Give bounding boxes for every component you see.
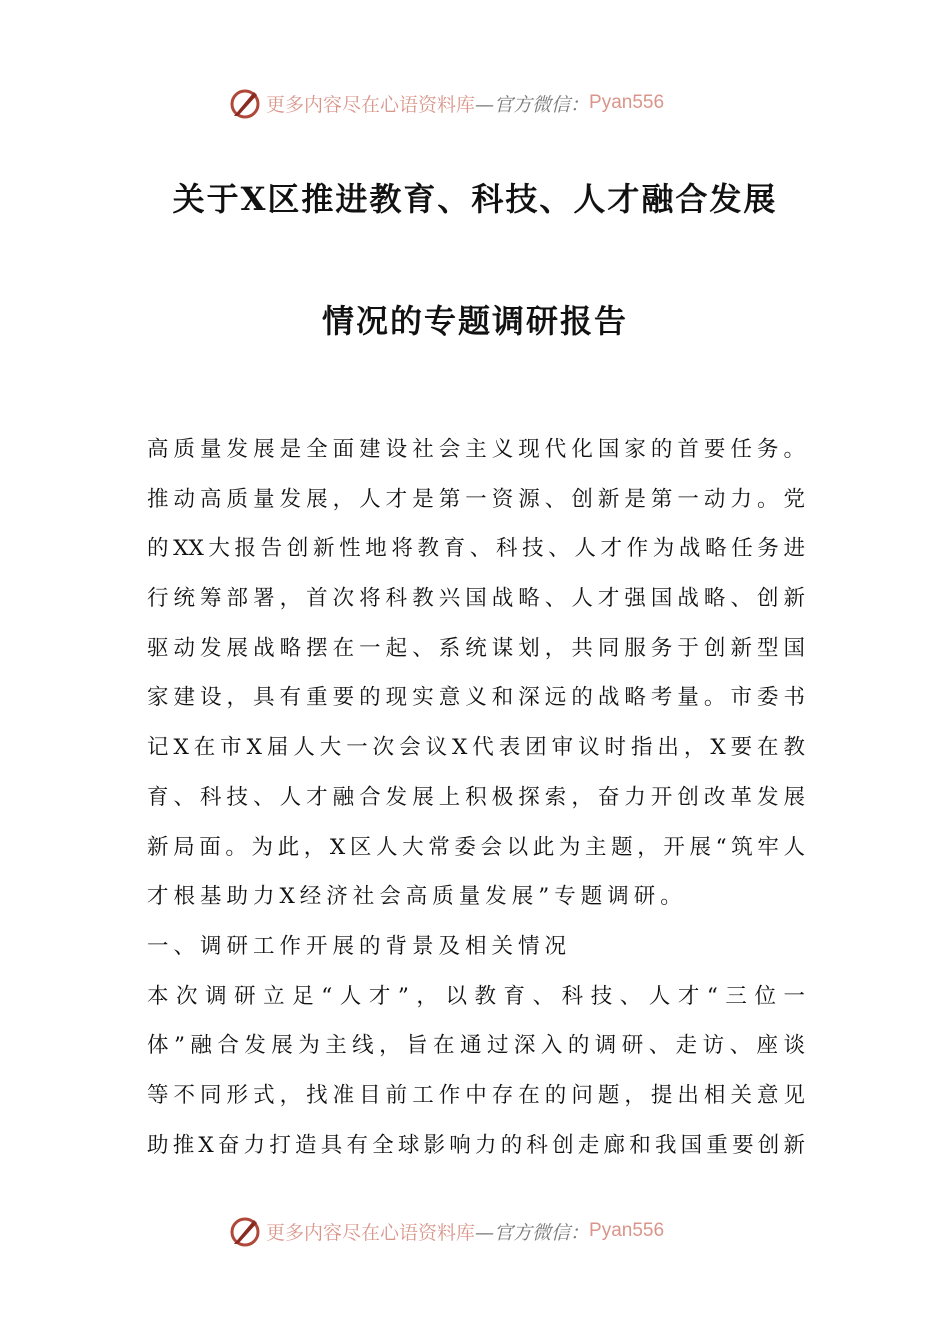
paragraph-line: 助推X奋力打造具有全球影响力的科创走廊和我国重要创新 <box>147 1132 805 1158</box>
paragraph-line: 高质量发展是全面建设社会主义现代化国家的首要任务。 <box>147 437 805 462</box>
paragraph-line: 体”融合发展为主线，旨在通过深入的调研、走访、座谈 <box>147 1033 805 1059</box>
body-text <box>147 430 805 1175</box>
quill-logo-icon <box>228 86 262 120</box>
watermark-label: —官方微信： <box>475 1221 590 1244</box>
paragraph-line: 本次调研立足“人才”，以教育、科技、人才“三位一 <box>147 983 805 1009</box>
watermark-id: Pyan556 <box>589 1220 665 1241</box>
watermark-id: Pyan556 <box>589 92 665 113</box>
paragraph-line: 的XX大报告创新性地将教育、科技、人才作为战略任务进 <box>147 536 805 562</box>
watermark-site: 更多内容尽在心语资料库 <box>266 93 476 116</box>
title-line-1: 关于X区推进教育、科技、人才融合发展 <box>172 180 778 218</box>
paragraph-line: 才根基助力X经济社会高质量发展”专题调研。 <box>147 884 687 910</box>
paragraph-line: 推动高质量发展，人才是第一资源、创新是第一动力。党 <box>147 486 805 512</box>
quill-logo-icon <box>228 1214 262 1248</box>
paragraph-line: 记X在市X届人大一次会议X代表团审议时指出，X要在教 <box>147 735 805 761</box>
paragraph-line: 行统筹部署，首次将科教兴国战略、人才强国战略、创新 <box>147 586 805 612</box>
title-line-2: 情况的专题调研报告 <box>321 302 628 340</box>
paragraph-line: 新局面。为此，X区人大常委会以此为主题，开展“筑牢人 <box>147 834 805 860</box>
footer-watermark <box>228 1211 664 1251</box>
paragraph-line: 一、调研工作开展的背景及相关情况 <box>147 933 572 959</box>
watermark-site: 更多内容尽在心语资料库 <box>266 1221 476 1244</box>
paragraph-line: 驱动发展战略摆在一起、系统谋划，共同服务于创新型国 <box>147 635 805 661</box>
paragraph-line: 家建设，具有重要的现实意义和深远的战略考量。市委书 <box>147 685 805 711</box>
paragraph-line: 育、科技、人才融合发展上积极探索，奋力开创改革发展 <box>147 784 805 810</box>
paragraph-line: 等不同形式，找准目前工作中存在的问题，提出相关意见 <box>147 1082 805 1108</box>
watermark-label: —官方微信： <box>475 93 590 116</box>
header-watermark <box>228 83 664 123</box>
